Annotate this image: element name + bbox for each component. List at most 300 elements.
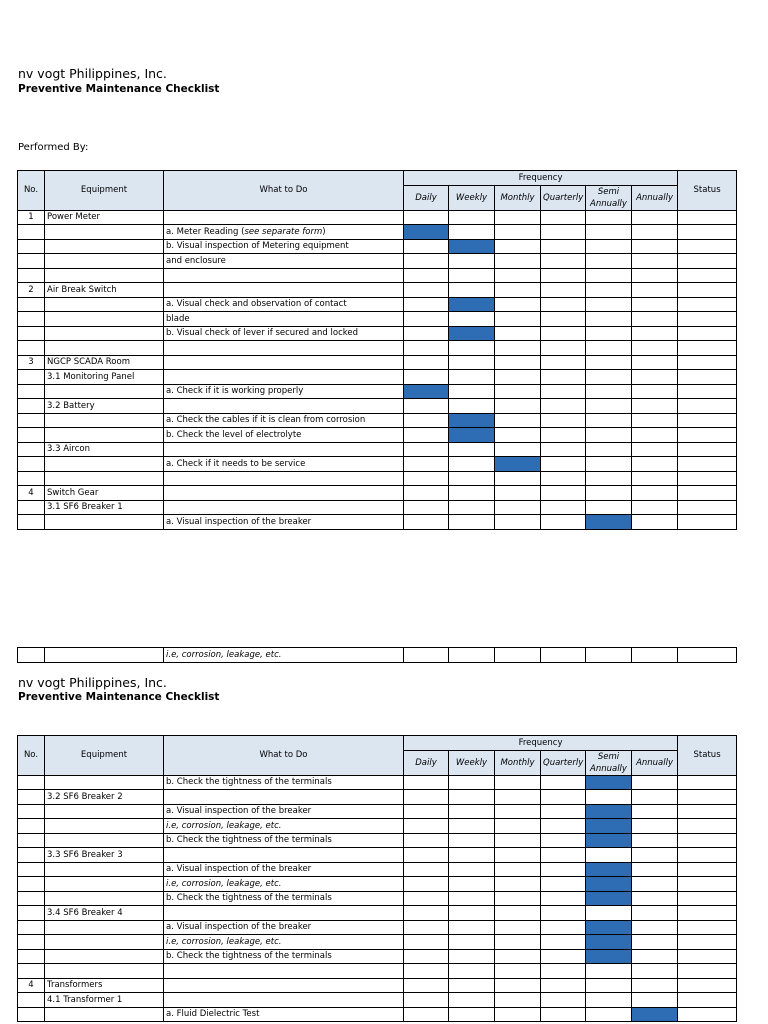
freq-cell-annually[interactable]	[632, 949, 678, 964]
freq-cell-quarterly[interactable]	[541, 254, 586, 269]
freq-cell-annually[interactable]	[632, 297, 678, 312]
freq-cell-monthly[interactable]	[495, 384, 541, 399]
freq-cell-monthly[interactable]	[495, 442, 541, 457]
freq-cell-semi-annually-marked[interactable]	[586, 891, 632, 906]
freq-cell-quarterly[interactable]	[541, 268, 586, 283]
status-cell[interactable]	[678, 819, 737, 834]
freq-cell-semi-annually[interactable]	[586, 341, 632, 356]
task-text-part: see separate form	[244, 226, 323, 237]
freq-cell-annually[interactable]	[632, 862, 678, 877]
freq-cell-semi-annually[interactable]	[586, 442, 632, 457]
freq-cell-weekly[interactable]	[449, 877, 495, 892]
freq-cell-daily[interactable]	[404, 355, 449, 370]
freq-cell-annually[interactable]	[632, 326, 678, 341]
freq-cell-daily[interactable]	[404, 283, 449, 298]
freq-cell-weekly[interactable]	[449, 225, 495, 240]
freq-cell-annually[interactable]	[632, 833, 678, 848]
freq-cell-semi-annually-marked[interactable]	[586, 775, 632, 790]
freq-cell-monthly[interactable]	[495, 428, 541, 443]
freq-cell-monthly[interactable]	[495, 648, 541, 663]
status-cell[interactable]	[678, 268, 737, 283]
status-cell[interactable]	[678, 949, 737, 964]
freq-cell-quarterly[interactable]	[541, 920, 586, 935]
freq-cell-weekly[interactable]	[449, 486, 495, 501]
freq-cell-daily[interactable]	[404, 877, 449, 892]
equipment-cell	[45, 891, 164, 906]
freq-cell-weekly[interactable]	[449, 949, 495, 964]
freq-cell-daily[interactable]	[404, 442, 449, 457]
freq-cell-monthly[interactable]	[495, 819, 541, 834]
status-cell[interactable]	[678, 486, 737, 501]
freq-cell-semi-annually[interactable]	[586, 500, 632, 515]
freq-cell-semi-annually-marked[interactable]	[586, 877, 632, 892]
freq-cell-daily[interactable]	[404, 978, 449, 993]
status-cell[interactable]	[678, 341, 737, 356]
status-cell[interactable]	[678, 457, 737, 472]
freq-cell-semi-annually[interactable]	[586, 428, 632, 443]
status-cell[interactable]	[678, 964, 737, 979]
freq-cell-semi-annually[interactable]	[586, 399, 632, 414]
status-cell[interactable]	[678, 428, 737, 443]
freq-cell-annually[interactable]	[632, 428, 678, 443]
freq-cell-annually-marked[interactable]	[632, 1007, 678, 1022]
freq-cell-weekly[interactable]	[449, 648, 495, 663]
freq-cell-annually[interactable]	[632, 819, 678, 834]
status-cell[interactable]	[678, 326, 737, 341]
freq-cell-monthly[interactable]	[495, 500, 541, 515]
freq-cell-daily[interactable]	[404, 428, 449, 443]
table-row	[18, 500, 737, 515]
freq-cell-weekly-marked[interactable]	[449, 297, 495, 312]
freq-cell-daily[interactable]	[404, 775, 449, 790]
freq-cell-weekly[interactable]	[449, 833, 495, 848]
freq-cell-annually[interactable]	[632, 312, 678, 327]
freq-cell-annually[interactable]	[632, 457, 678, 472]
freq-cell-semi-annually[interactable]	[586, 225, 632, 240]
freq-cell-weekly[interactable]	[449, 1007, 495, 1022]
freq-cell-weekly[interactable]	[449, 993, 495, 1008]
freq-cell-semi-annually[interactable]	[586, 978, 632, 993]
freq-cell-quarterly[interactable]	[541, 515, 586, 530]
freq-cell-daily[interactable]	[404, 819, 449, 834]
freq-cell-daily[interactable]	[404, 471, 449, 486]
freq-cell-weekly[interactable]	[449, 355, 495, 370]
freq-cell-quarterly[interactable]	[541, 355, 586, 370]
status-cell[interactable]	[678, 862, 737, 877]
equipment-cell	[45, 775, 164, 790]
freq-cell-annually[interactable]	[632, 442, 678, 457]
freq-cell-semi-annually-marked[interactable]	[586, 804, 632, 819]
freq-cell-semi-annually[interactable]	[586, 471, 632, 486]
equipment-cell	[45, 964, 164, 979]
status-cell[interactable]	[678, 471, 737, 486]
freq-cell-weekly[interactable]	[449, 283, 495, 298]
freq-cell-monthly-marked[interactable]	[495, 457, 541, 472]
status-cell[interactable]	[678, 906, 737, 921]
freq-cell-annually[interactable]	[632, 804, 678, 819]
freq-cell-annually[interactable]	[632, 935, 678, 950]
freq-cell-daily[interactable]	[404, 457, 449, 472]
status-cell[interactable]	[678, 384, 737, 399]
freq-cell-weekly[interactable]	[449, 268, 495, 283]
freq-cell-annually[interactable]	[632, 341, 678, 356]
status-cell[interactable]	[678, 833, 737, 848]
freq-cell-monthly[interactable]	[495, 920, 541, 935]
freq-cell-annually[interactable]	[632, 775, 678, 790]
freq-cell-monthly[interactable]	[495, 964, 541, 979]
freq-cell-quarterly[interactable]	[541, 413, 586, 428]
freq-cell-semi-annually[interactable]	[586, 312, 632, 327]
freq-cell-weekly-marked[interactable]	[449, 239, 495, 254]
freq-cell-annually[interactable]	[632, 486, 678, 501]
freq-cell-semi-annually[interactable]	[586, 210, 632, 225]
status-cell[interactable]	[678, 891, 737, 906]
status-cell[interactable]	[678, 355, 737, 370]
freq-cell-quarterly[interactable]	[541, 775, 586, 790]
freq-cell-weekly[interactable]	[449, 384, 495, 399]
freq-cell-semi-annually[interactable]	[586, 297, 632, 312]
status-cell[interactable]	[678, 442, 737, 457]
freq-cell-semi-annually-marked[interactable]	[586, 935, 632, 950]
freq-cell-monthly[interactable]	[495, 283, 541, 298]
status-cell[interactable]	[678, 283, 737, 298]
freq-cell-daily-marked[interactable]	[404, 384, 449, 399]
freq-cell-quarterly[interactable]	[541, 833, 586, 848]
freq-cell-daily[interactable]	[404, 254, 449, 269]
freq-cell-daily-marked[interactable]	[404, 225, 449, 240]
freq-cell-weekly[interactable]	[449, 210, 495, 225]
freq-cell-semi-annually[interactable]	[586, 1007, 632, 1022]
freq-cell-weekly[interactable]	[449, 515, 495, 530]
row-number	[18, 833, 45, 848]
status-cell[interactable]	[678, 297, 737, 312]
freq-cell-monthly[interactable]	[495, 978, 541, 993]
freq-cell-weekly[interactable]	[449, 920, 495, 935]
freq-cell-weekly-marked[interactable]	[449, 413, 495, 428]
freq-cell-quarterly[interactable]	[541, 428, 586, 443]
freq-cell-annually[interactable]	[632, 978, 678, 993]
freq-cell-monthly[interactable]	[495, 862, 541, 877]
freq-cell-weekly[interactable]	[449, 341, 495, 356]
freq-cell-quarterly[interactable]	[541, 442, 586, 457]
freq-cell-quarterly[interactable]	[541, 848, 586, 863]
freq-cell-semi-annually-marked[interactable]	[586, 949, 632, 964]
freq-cell-semi-annually[interactable]	[586, 848, 632, 863]
freq-cell-weekly[interactable]	[449, 775, 495, 790]
status-cell[interactable]	[678, 775, 737, 790]
freq-cell-weekly[interactable]	[449, 848, 495, 863]
freq-cell-monthly[interactable]	[495, 906, 541, 921]
freq-cell-monthly[interactable]	[495, 935, 541, 950]
freq-cell-daily[interactable]	[404, 515, 449, 530]
freq-cell-daily[interactable]	[404, 920, 449, 935]
status-cell[interactable]	[678, 312, 737, 327]
freq-cell-annually[interactable]	[632, 239, 678, 254]
freq-cell-quarterly[interactable]	[541, 326, 586, 341]
freq-cell-weekly-marked[interactable]	[449, 326, 495, 341]
freq-cell-daily[interactable]	[404, 239, 449, 254]
freq-cell-monthly[interactable]	[495, 993, 541, 1008]
freq-cell-monthly[interactable]	[495, 949, 541, 964]
freq-cell-weekly[interactable]	[449, 819, 495, 834]
status-cell[interactable]	[678, 210, 737, 225]
freq-cell-semi-annually[interactable]	[586, 384, 632, 399]
row-number: 3	[18, 355, 45, 370]
freq-cell-quarterly[interactable]	[541, 1007, 586, 1022]
freq-cell-semi-annually-marked[interactable]	[586, 833, 632, 848]
freq-cell-quarterly[interactable]	[541, 648, 586, 663]
freq-cell-annually[interactable]	[632, 648, 678, 663]
freq-cell-annually[interactable]	[632, 891, 678, 906]
checklist-table-2	[17, 735, 737, 1022]
freq-cell-semi-annually-marked[interactable]	[586, 862, 632, 877]
row-number: 1	[18, 210, 45, 225]
freq-cell-weekly[interactable]	[449, 790, 495, 805]
freq-cell-weekly[interactable]	[449, 442, 495, 457]
freq-cell-monthly[interactable]	[495, 312, 541, 327]
freq-cell-daily[interactable]	[404, 297, 449, 312]
status-cell[interactable]	[678, 877, 737, 892]
freq-cell-semi-annually[interactable]	[586, 906, 632, 921]
freq-cell-annually[interactable]	[632, 370, 678, 385]
freq-cell-monthly[interactable]	[495, 486, 541, 501]
freq-cell-quarterly[interactable]	[541, 239, 586, 254]
freq-cell-weekly[interactable]	[449, 370, 495, 385]
freq-cell-quarterly[interactable]	[541, 486, 586, 501]
freq-cell-monthly[interactable]	[495, 471, 541, 486]
freq-cell-quarterly[interactable]	[541, 819, 586, 834]
freq-cell-quarterly[interactable]	[541, 891, 586, 906]
freq-cell-weekly[interactable]	[449, 500, 495, 515]
freq-cell-weekly[interactable]	[449, 399, 495, 414]
freq-cell-daily[interactable]	[404, 486, 449, 501]
freq-cell-annually[interactable]	[632, 225, 678, 240]
freq-cell-weekly[interactable]	[449, 862, 495, 877]
freq-cell-semi-annually[interactable]	[586, 283, 632, 298]
freq-cell-annually[interactable]	[632, 500, 678, 515]
freq-cell-daily[interactable]	[404, 906, 449, 921]
freq-cell-monthly[interactable]	[495, 833, 541, 848]
freq-cell-semi-annually[interactable]	[586, 326, 632, 341]
freq-cell-semi-annually[interactable]	[586, 254, 632, 269]
status-cell[interactable]	[678, 1007, 737, 1022]
status-cell[interactable]	[678, 920, 737, 935]
freq-cell-quarterly[interactable]	[541, 399, 586, 414]
status-cell[interactable]	[678, 254, 737, 269]
freq-cell-daily[interactable]	[404, 862, 449, 877]
row-number	[18, 399, 45, 414]
freq-cell-semi-annually-marked[interactable]	[586, 819, 632, 834]
freq-cell-monthly[interactable]	[495, 297, 541, 312]
freq-cell-quarterly[interactable]	[541, 210, 586, 225]
freq-cell-monthly[interactable]	[495, 848, 541, 863]
freq-cell-quarterly[interactable]	[541, 471, 586, 486]
equipment-cell	[45, 833, 164, 848]
freq-cell-quarterly[interactable]	[541, 964, 586, 979]
freq-cell-semi-annually-marked[interactable]	[586, 515, 632, 530]
freq-cell-quarterly[interactable]	[541, 949, 586, 964]
freq-cell-daily[interactable]	[404, 413, 449, 428]
freq-cell-monthly[interactable]	[495, 326, 541, 341]
freq-cell-semi-annually-marked[interactable]	[586, 920, 632, 935]
freq-cell-quarterly[interactable]	[541, 804, 586, 819]
freq-cell-quarterly[interactable]	[541, 906, 586, 921]
freq-cell-semi-annually[interactable]	[586, 964, 632, 979]
freq-cell-daily[interactable]	[404, 949, 449, 964]
status-cell[interactable]	[678, 225, 737, 240]
status-cell[interactable]	[678, 239, 737, 254]
freq-cell-semi-annually[interactable]	[586, 268, 632, 283]
status-cell[interactable]	[678, 790, 737, 805]
freq-cell-annually[interactable]	[632, 283, 678, 298]
status-cell[interactable]	[678, 993, 737, 1008]
freq-cell-monthly[interactable]	[495, 225, 541, 240]
task-cell	[164, 486, 404, 501]
freq-cell-daily[interactable]	[404, 268, 449, 283]
freq-cell-monthly[interactable]	[495, 210, 541, 225]
freq-cell-monthly[interactable]	[495, 790, 541, 805]
freq-cell-monthly[interactable]	[495, 775, 541, 790]
freq-cell-annually[interactable]	[632, 384, 678, 399]
freq-cell-monthly[interactable]	[495, 413, 541, 428]
freq-cell-weekly[interactable]	[449, 457, 495, 472]
freq-cell-quarterly[interactable]	[541, 978, 586, 993]
freq-cell-weekly[interactable]	[449, 804, 495, 819]
freq-cell-quarterly[interactable]	[541, 312, 586, 327]
freq-cell-quarterly[interactable]	[541, 225, 586, 240]
freq-cell-semi-annually[interactable]	[586, 993, 632, 1008]
freq-cell-annually[interactable]	[632, 254, 678, 269]
freq-cell-semi-annually[interactable]	[586, 457, 632, 472]
table-row	[18, 964, 737, 979]
freq-cell-annually[interactable]	[632, 399, 678, 414]
freq-cell-daily[interactable]	[404, 993, 449, 1008]
freq-cell-daily[interactable]	[404, 804, 449, 819]
freq-cell-semi-annually[interactable]	[586, 370, 632, 385]
freq-cell-daily[interactable]	[404, 964, 449, 979]
freq-cell-monthly[interactable]	[495, 804, 541, 819]
row-number	[18, 862, 45, 877]
freq-cell-semi-annually[interactable]	[586, 486, 632, 501]
freq-cell-semi-annually[interactable]	[586, 790, 632, 805]
freq-cell-semi-annually[interactable]	[586, 648, 632, 663]
freq-cell-daily[interactable]	[404, 833, 449, 848]
equipment-cell: 3.3 Aircon	[45, 442, 164, 457]
freq-cell-quarterly[interactable]	[541, 790, 586, 805]
freq-cell-annually[interactable]	[632, 877, 678, 892]
freq-cell-quarterly[interactable]	[541, 500, 586, 515]
status-cell[interactable]	[678, 848, 737, 863]
freq-cell-annually[interactable]	[632, 790, 678, 805]
equipment-cell	[45, 471, 164, 486]
freq-cell-quarterly[interactable]	[541, 457, 586, 472]
status-cell[interactable]	[678, 804, 737, 819]
freq-cell-quarterly[interactable]	[541, 862, 586, 877]
freq-cell-monthly[interactable]	[495, 370, 541, 385]
freq-cell-monthly[interactable]	[495, 341, 541, 356]
freq-cell-monthly[interactable]	[495, 877, 541, 892]
freq-cell-annually[interactable]	[632, 993, 678, 1008]
freq-cell-semi-annually[interactable]	[586, 355, 632, 370]
freq-cell-quarterly[interactable]	[541, 877, 586, 892]
freq-cell-quarterly[interactable]	[541, 993, 586, 1008]
freq-cell-semi-annually[interactable]	[586, 239, 632, 254]
freq-cell-quarterly[interactable]	[541, 297, 586, 312]
freq-cell-daily[interactable]	[404, 399, 449, 414]
freq-cell-daily[interactable]	[404, 500, 449, 515]
freq-cell-annually[interactable]	[632, 964, 678, 979]
freq-cell-monthly[interactable]	[495, 239, 541, 254]
freq-cell-annually[interactable]	[632, 355, 678, 370]
freq-cell-quarterly[interactable]	[541, 384, 586, 399]
row-number	[18, 225, 45, 240]
freq-cell-annually[interactable]	[632, 848, 678, 863]
freq-cell-weekly[interactable]	[449, 312, 495, 327]
freq-cell-quarterly[interactable]	[541, 370, 586, 385]
status-cell[interactable]	[678, 413, 737, 428]
freq-cell-monthly[interactable]	[495, 254, 541, 269]
freq-cell-annually[interactable]	[632, 210, 678, 225]
status-cell[interactable]	[678, 500, 737, 515]
freq-cell-quarterly[interactable]	[541, 935, 586, 950]
status-cell[interactable]	[678, 399, 737, 414]
freq-cell-annually[interactable]	[632, 471, 678, 486]
freq-cell-annually[interactable]	[632, 413, 678, 428]
freq-cell-daily[interactable]	[404, 326, 449, 341]
table-row	[18, 254, 737, 269]
status-cell[interactable]	[678, 515, 737, 530]
freq-cell-weekly[interactable]	[449, 935, 495, 950]
freq-cell-monthly[interactable]	[495, 355, 541, 370]
freq-cell-daily[interactable]	[404, 891, 449, 906]
freq-cell-daily[interactable]	[404, 935, 449, 950]
freq-cell-weekly[interactable]	[449, 471, 495, 486]
freq-cell-daily[interactable]	[404, 370, 449, 385]
freq-cell-daily[interactable]	[404, 648, 449, 663]
table-row	[18, 384, 737, 399]
freq-cell-daily[interactable]	[404, 848, 449, 863]
freq-cell-weekly[interactable]	[449, 906, 495, 921]
freq-cell-monthly[interactable]	[495, 515, 541, 530]
freq-cell-daily[interactable]	[404, 210, 449, 225]
freq-cell-semi-annually[interactable]	[586, 413, 632, 428]
header-annually: Annually	[632, 750, 678, 775]
freq-cell-weekly[interactable]	[449, 891, 495, 906]
freq-cell-monthly[interactable]	[495, 268, 541, 283]
freq-cell-monthly[interactable]	[495, 1007, 541, 1022]
freq-cell-quarterly[interactable]	[541, 341, 586, 356]
freq-cell-annually[interactable]	[632, 906, 678, 921]
freq-cell-weekly[interactable]	[449, 978, 495, 993]
freq-cell-monthly[interactable]	[495, 399, 541, 414]
freq-cell-daily[interactable]	[404, 790, 449, 805]
freq-cell-daily[interactable]	[404, 341, 449, 356]
status-cell[interactable]	[678, 648, 737, 663]
status-cell[interactable]	[678, 935, 737, 950]
freq-cell-weekly[interactable]	[449, 964, 495, 979]
freq-cell-annually[interactable]	[632, 515, 678, 530]
freq-cell-monthly[interactable]	[495, 891, 541, 906]
status-cell[interactable]	[678, 978, 737, 993]
freq-cell-weekly-marked[interactable]	[449, 428, 495, 443]
freq-cell-daily[interactable]	[404, 312, 449, 327]
freq-cell-annually[interactable]	[632, 268, 678, 283]
freq-cell-daily[interactable]	[404, 1007, 449, 1022]
status-cell[interactable]	[678, 370, 737, 385]
freq-cell-weekly[interactable]	[449, 254, 495, 269]
freq-cell-quarterly[interactable]	[541, 283, 586, 298]
freq-cell-annually[interactable]	[632, 920, 678, 935]
